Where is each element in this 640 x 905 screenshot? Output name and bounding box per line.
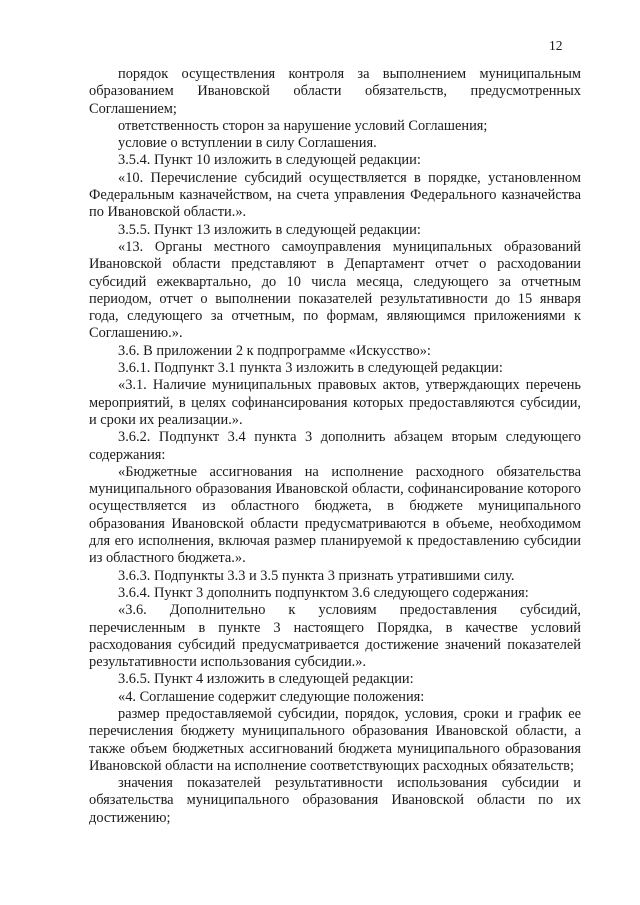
paragraph: 3.6.2. Подпункт 3.4 пункта 3 дополнить абзацем вторым следующего содержания:	[89, 429, 581, 463]
paragraph: условие о вступлении в силу Соглашения.	[118, 135, 377, 152]
paragraph: 3.5.5. Пункт 13 изложить в следующей редакции:	[118, 221, 421, 238]
paragraph: 3.5.4. Пункт 10 изложить в следующей редакции:	[118, 152, 421, 169]
paragraph: «4. Соглашение содержит следующие положения:	[118, 688, 425, 705]
paragraph: ответственность сторон за нарушение условий Соглашения;	[118, 117, 488, 134]
paragraph: 3.6.3. Подпункты 3.3 и 3.5 пункта 3 признать утратившими силу.	[118, 567, 515, 584]
paragraph: 3.6.5. Пункт 4 изложить в следующей редакции:	[118, 671, 414, 688]
paragraph: 3.6. В приложении 2 к подпрограмме «Искусство»:	[118, 342, 431, 359]
paragraph: «3.6. Дополнительно к условиям предоставления субсидий, перечисленным в пункте 3 настоящего Порядка, в качестве условий расходования субсидий предусматривается достижение значений показателей результативности использования субсидии.».	[89, 602, 581, 671]
page-number: 12	[549, 38, 563, 53]
paragraph: порядок осуществления контроля за выполнением муниципальным образованием Ивановской области обязательств, предусмотренных Соглашением;	[89, 66, 581, 117]
paragraph: «Бюджетные ассигнования на исполнение расходного обязательства муниципального образования Ивановской области, софинансирование которого осуществляется из областного бюджета, в бюджете муниципального образования Ивановской области предусматриваются в объеме, необходимом для его исполнения, включая размер планируемой к предоставлению субсидии из областного бюджета.».	[89, 463, 581, 567]
paragraph: 3.6.1. Подпункт 3.1 пункта 3 изложить в следующей редакции:	[118, 360, 503, 377]
paragraph: «10. Перечисление субсидий осуществляется в порядке, установленном Федеральным казначейством, на счета управления Федерального казначейства по Ивановской области.».	[89, 169, 581, 221]
paragraph: «13. Органы местного самоуправления муниципальных образований Ивановской области представляют в Департамент отчет о расходовании субсидий ежеквартально, до 10 числа месяца, следующего за отчетным периодом, отчет о выполнении показателей результативности до 15 января года, следующего за отчетным, по формам, являющимся приложениями к Соглашению.».	[89, 238, 581, 342]
document-body	[89, 66, 581, 827]
paragraph: значения показателей результативности использования субсидии и обязательства муниципального образования Ивановской области по их достижению;	[89, 775, 581, 826]
paragraph: 3.6.4. Пункт 3 дополнить подпунктом 3.6 следующего содержания:	[118, 584, 529, 601]
paragraph: «3.1. Наличие муниципальных правовых актов, утверждающих перечень мероприятий, в целях софинансирования которых предоставляются субсидии, и сроки их реализации.».	[89, 377, 581, 428]
paragraph: размер предоставляемой субсидии, порядок, условия, сроки и график ее перечисления бюджету муниципального образования Ивановской области, а также объем бюджетных ассигнований бюджета муниципального образования Ивановской области на исполнение соответствующих расходных обязательств;	[89, 705, 581, 774]
